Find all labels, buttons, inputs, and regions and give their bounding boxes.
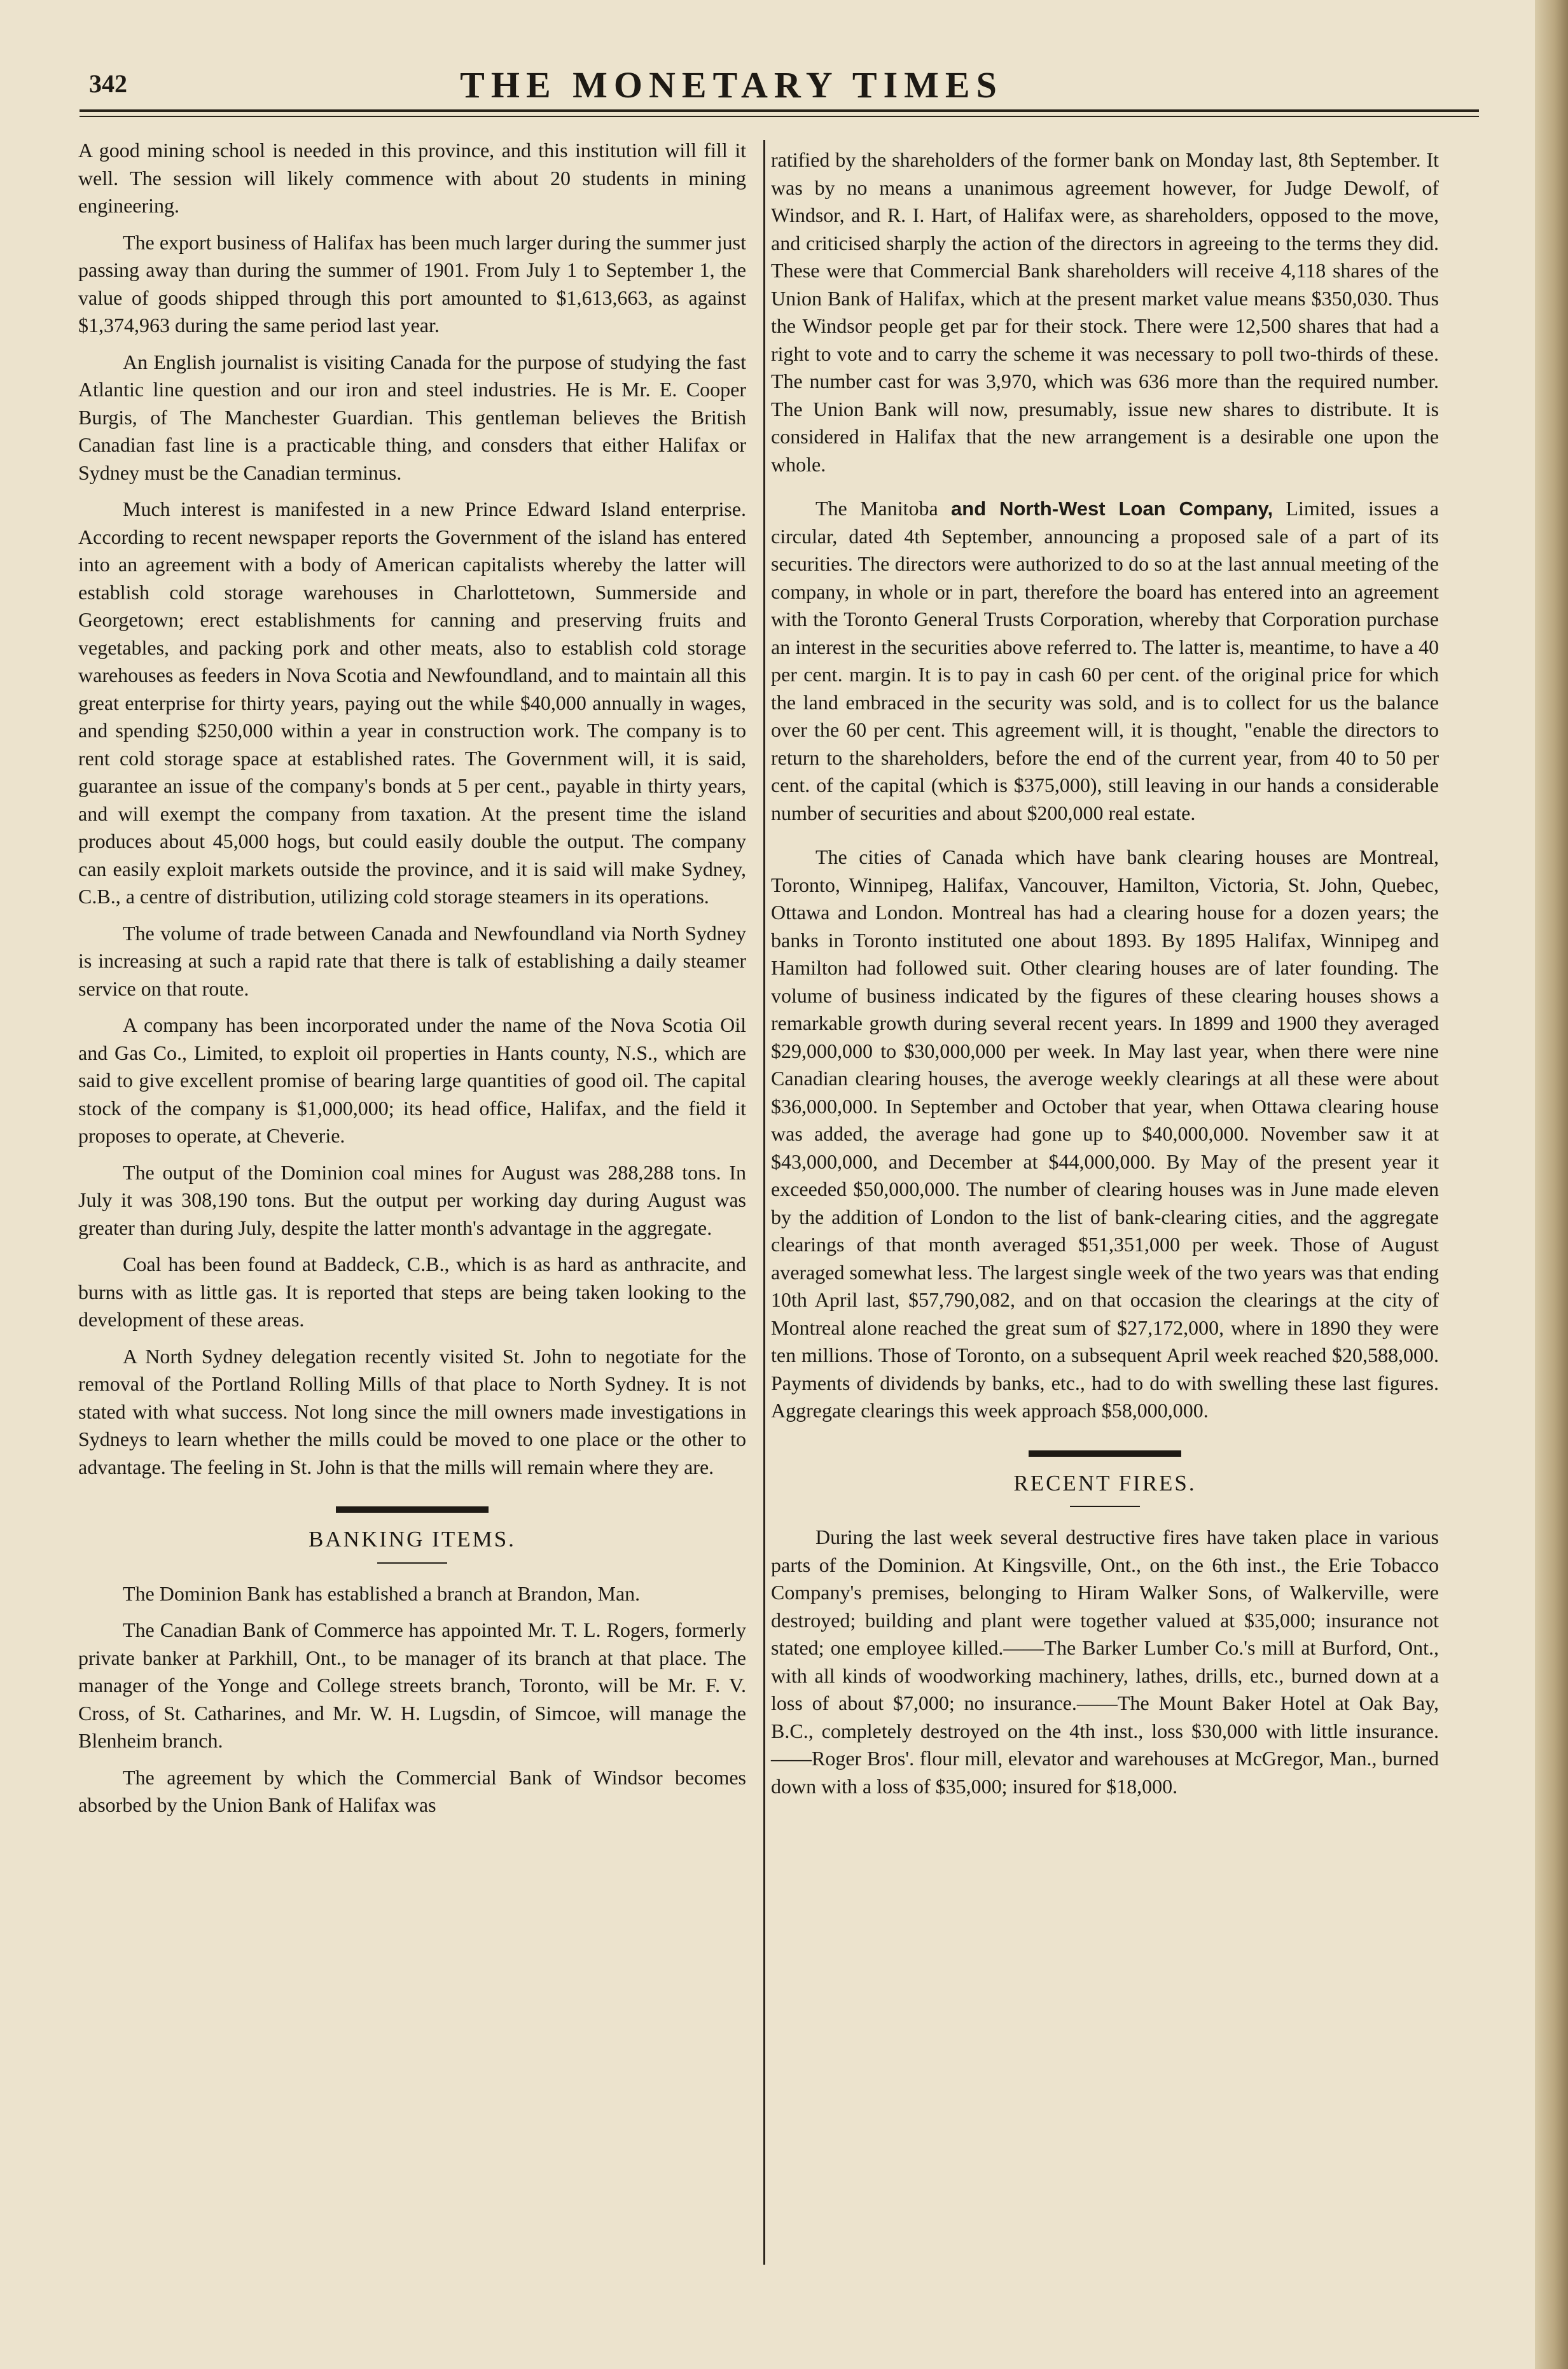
article-paragraph: The export business of Halifax has been much larger during the summer just passing away than during the summer of 1901. From July 1 to September 1, the value of goods shipped through this port amounted to $1,613,663, as against $1,374,963 during the same period last year. (78, 230, 746, 337)
article-paragraph: The volume of trade between Canada and Newfoundland via North Sydney is increasing at such a rapid rate that there is talk of establishing a daily steamer service on that route. (78, 921, 746, 1000)
section-separator (1029, 1450, 1181, 1457)
clearing-paragraph: The cities of Canada which have bank clearing houses are Montreal, Toronto, Winnipeg, Halifax, Vancouver, Hamilton, Victoria, St. John, Quebec, Ottawa and London. Montreal has had a clearing house for a dozen years; the banks in Toronto instituted one about 1893. By 1895 Halifax, Winnipeg and Hamilton had followed suit. Other clearing houses are of later founding. The volume of business indicated by the figures of these clearing houses shows a remarkable growth during several recent years. In 1899 and 1900 they averaged $29,000,000 to $30,000,000 per week. In May last year, when there were nine Canadian clearing houses, the averoge weekly clearings at all these were about $36,000,000. In September and October that year, when Ottawa clearing house was added, the average had gone up to $40,000,000. November saw it at $43,000,000, and December at $44,000,000. By May of the present year it exceeded $50,000,000. The number of clearing houses was in June made eleven by the addition of London to the list of bank-clearing cities, and the aggregate clearings of that month averaged $51,351,000 per week. Those of August averaged somewhat less. The largest single week of the two years was that ending 10th April last, $57,790,082, and on that occasion the clearings at the city of Montreal alone reached the great sum of $27,172,000, where in 1890 they were ten millions. Those of Toronto, on a subsequent April week reached $20,588,000. Payments of dividends by banks, etc., had to do with swelling these last figures. Aggregate clearings this week approach $58,000,000. (771, 845, 1439, 1422)
manitoba-firm-name: and North-West Loan Company, (951, 497, 1273, 520)
heading-rule (377, 1562, 447, 1564)
masthead: THE MONETARY TIMES (460, 64, 1003, 106)
banking-paragraph: The agreement by which the Commercial Bank of Windsor becomes absorbed by the Union Bank of Halifax was (78, 1765, 746, 1816)
article-paragraph: A company has been incorporated under the name of the Nova Scotia Oil and Gas Co., Limited, to exploit oil properties in Hants county, N.S., which are said to give excellent promise of bearing large quantities of good oil. The capital stock of the company is $1,000,000; its head office, Halifax, and the field it proposes to operate, at Cheverie. (78, 1013, 746, 1147)
page-number: 342 (89, 69, 127, 98)
page-spine-shadow (1535, 0, 1568, 2369)
article-paragraph: Much interest is manifested in a new Prince Edward Island enterprise. According to recent newspaper reports the Government of the island has entered into an agreement with a body of American capitalists whereby the latter will establish cold storage warehouses in Charlottetown, Summerside and Georgetown; erect establishments for canning and preserving fruits and vegetables, and packing pork and other meats, also to establish cold storage warehouses as feeders in Nova Scotia and Newfoundland, and to maintain all this great enterprise for thirty years, paying out the while $40,000 annually in wages, and spending $250,000 within a year in construction work. The company is to rent cold storage space at established rates. The Government will, it is said, guarantee an issue of the company's bonds at 5 per cent., payable in thirty years, and will exempt the company from taxation. At the present time the island produces about 45,000 hogs, but could easily double the output. The company can easily exploit markets outside the province, and it is said will make Sydney, C.B., a centre of distribution, utilizing cold storage steamers in its operations. (78, 497, 746, 908)
banking-paragraph: The Canadian Bank of Commerce has appointed Mr. T. L. Rogers, formerly private banker at Parkhill, Ont., to be manager of its branch at that place. The manager of the Yonge and College streets branch, Toronto, will be Mr. F. V. Cross, of St. Catharines, and Mr. W. H. Lugsdin, of Simcoe, will manage the Blenheim branch. (78, 1618, 746, 1752)
article-paragraph: The output of the Dominion coal mines for August was 288,288 tons. In July it was 308,190 tons. But the output per working day during August was greater than during July, despite the latter month's advantage in the aggregate. (78, 1160, 746, 1239)
article-paragraph: A good mining school is needed in this province, and this institution will fill it well. The session will likely commence with about 20 students in mining engineering. (78, 139, 746, 217)
header-rule (80, 109, 1479, 112)
manitoba-paragraph (771, 495, 1439, 827)
article-paragraph: ratified by the shareholders of the former bank on Monday last, 8th September. It was by no means a unanimous agreement however, for Judge Dewolf, of Windsor, and R. I. Hart, of Halifax were, as shareholders, opposed to the move, and criticised sharply the action of the directors in agreeing to the terms they did. These were that Commercial Bank shareholders will receive 4,118 shares of the Union Bank of Halifax, which at the present market value means $350,030. Thus the Windsor people get par for their stock. There were 12,500 shares that had a right to vote and to carry the scheme it was necessary to poll two-thirds of these. The number cast for was 3,970, which was 636 more than the required number. The Union Bank will now, presumably, issue new shares to distribute. It is considered in Halifax that the new arrangement is a desirable one upon the whole. (771, 148, 1439, 476)
fires-paragraph: During the last week several destructive fires have taken place in various parts of the Dominion. At Kingsville, Ont., on the 6th inst., the Erie Tobacco Company's premises, belonging to Hiram Walker Sons, of Walkerville, were destroyed; building and plant were together valued at $35,000; insurance not stated; one employee killed.——The Barker Lumber Co.'s mill at Burford, Ont., with all kinds of woodworking machinery, lathes, drills, etc., burned down at a loss of about $7,000; no insurance.——The Mount Baker Hotel at Oak Bay, B.C., completely destroyed on the 4th inst., loss $30,000 with little insurance.——Roger Bros'. flour mill, elevator and warehouses at McGregor, Man., burned down with a loss of $35,000; insured for $18,000. (771, 1525, 1439, 1798)
left-column (78, 137, 746, 1828)
article-paragraph: An English journalist is visiting Canada for the purpose of studying the fast Atlantic line question and our iron and steel industries. He is Mr. E. Cooper Burgis, of The Manchester Guardian. This gentleman believes the British Canadian fast line is a practicable thing, and consders that either Halifax or Sydney must be the Canadian terminus. (78, 350, 746, 484)
manitoba-body: Limited, issues a circular, dated 4th September, announcing a proposed sale of a part of its securities. The directors were authorized to do so at the last annual meeting of the company, in whole or in part, therefore the board has entered into an agreement with the Toronto General Trusts Corporation, whereby that Corporation purchase an interest in the securities above referred to. The latter is, meantime, to have a 40 per cent. margin. It is to pay in cash 60 per cent. of the original price for which the land embraced in the security was sold, and is to collect for us the balance over the 60 per cent. This agreement will, it is thought, "enable the directors to return to the shareholders, before the end of the current year, from 40 to 50 per cent. of the capital (which is $375,000), still leaving in our hands a considerable number of securities and about $200,000 real estate. (771, 497, 1440, 824)
right-column (771, 146, 1439, 1809)
banking-paragraph: The Dominion Bank has established a branch at Brandon, Man. (123, 1581, 641, 1605)
banking-items-heading: BANKING ITEMS. (309, 1527, 516, 1552)
recent-fires-heading: RECENT FIRES. (1013, 1470, 1197, 1496)
header-rule-thin (80, 116, 1479, 117)
article-paragraph: A North Sydney delegation recently visited St. John to negotiate for the removal of the Portland Rolling Mills of that place to North Sydney. It is not stated with what success. Not long since the mill owners made investigations in Sydneys to learn whether the mills could be moved to one place or the other to advantage. The feeling in St. John is that the mills will remain where they are. (78, 1344, 746, 1478)
heading-rule (1070, 1506, 1140, 1507)
section-separator (336, 1506, 489, 1513)
column-divider (763, 140, 765, 2265)
manitoba-lead: The Manitoba (815, 497, 938, 520)
article-paragraph: Coal has been found at Baddeck, C.B., which is as hard as anthracite, and burns with as little gas. It is reported that steps are being taken looking to the development of these areas. (78, 1253, 746, 1331)
